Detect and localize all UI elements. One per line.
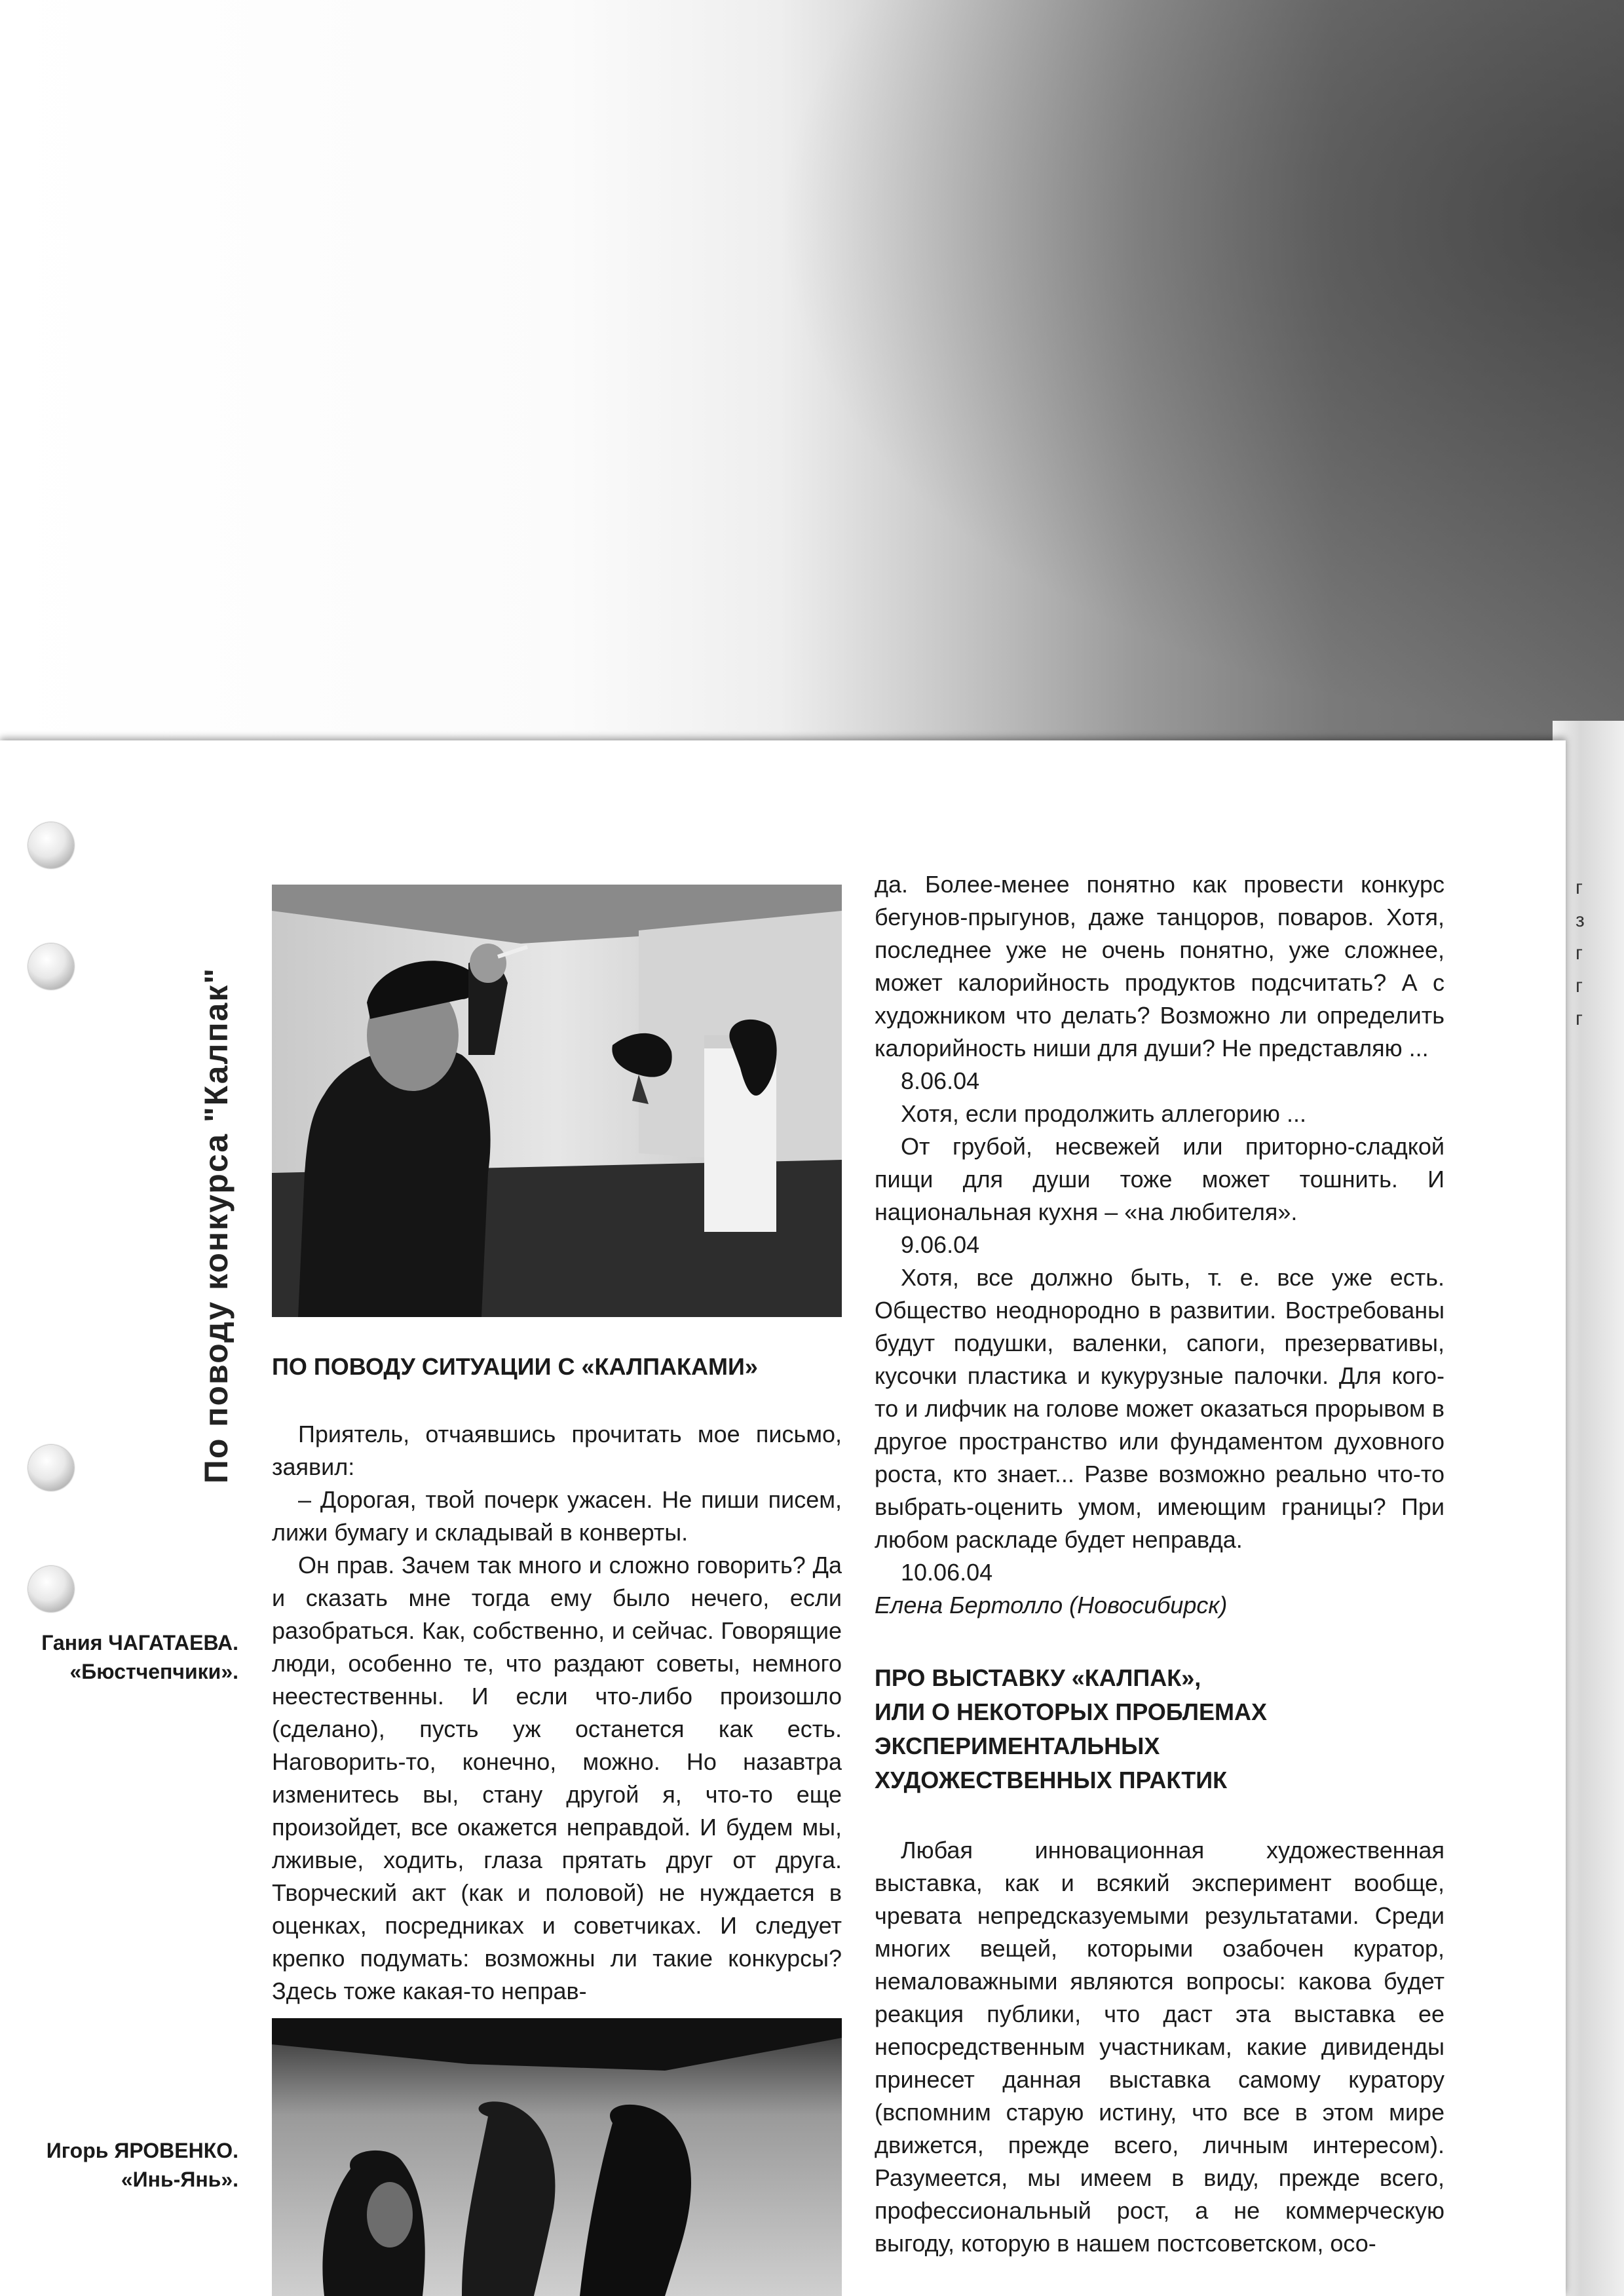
date-line: 9.06.04 (901, 1231, 980, 1258)
caption-chagataeva (41, 1628, 238, 1686)
next-page-margin-letters: г з г г г (1576, 877, 1585, 1029)
article1-paragraph: Он прав. Зачем так много и сложно говорить? Да и сказать мне тогда ему было нечего, если разобраться. Как, собственно, и сейчас. Говорящие люди, особенно те, что раздают советы, немного неестественны. И если что-либо произошло (сделано), пусть уж останется как есть. Наговорить-то, конечно, можно. Но назавтра изменитесь вы, стану другой я, что-то еще произойдет, все окажется неправдой. И будем мы, лживые, ходить, глаза прятать друг от друга. Творческий акт (как и половой) не нуждается в оценках, посредниках и советчиках. И следует крепко подумать: возможны ли такие конкурсы? Здесь тоже какая-то неправ- (272, 1552, 842, 2004)
caption-author: Игорь ЯРОВЕНКО. (46, 2139, 238, 2162)
vertical-rubric-text: По поводу конкурса "Калпак" (198, 966, 235, 1484)
date-line: 10.06.04 (901, 1559, 993, 1586)
caption-work: «Бюстчепчики». (69, 1660, 238, 1683)
article1-left-column (272, 1350, 842, 2008)
vertical-rubric (197, 871, 236, 1579)
article2-heading-line: ЭКСПЕРИМЕНТАЛЬНЫХ (875, 1732, 1160, 1759)
date-line: 8.06.04 (901, 1067, 980, 1094)
article1-paragraph: – Дорогая, твой почерк ужасен. Не пиши писем, лижи бумагу и складывай в конверты. (272, 1486, 842, 1546)
scanner-shadow (773, 0, 1624, 734)
binder-hole-4 (28, 1566, 74, 1612)
article1-paragraph: От грубой, несвежей или приторно-сладкой пищи для души тоже может тошнить. И национальная кухня – «на любителя». (875, 1133, 1445, 1225)
photo-2-art (272, 2018, 842, 2296)
exhibition-photo-1 (272, 885, 842, 1317)
binder-hole-3 (28, 1445, 74, 1491)
caption-work: «Инь-Янь». (121, 2168, 238, 2191)
article1-right-column (875, 868, 1445, 2260)
article2-paragraph: Любая инновационная художественная выставка, как и всякий эксперимент вообще, чревата непредсказуемыми результатами. Среди многих вещей, которыми озабочен куратор, немаловажными являются вопросы: какова будет реакция публики, что даст эта выставка ее непосредственным участникам, какие дивиденды принесет данная выставка самому куратору (вспомним старую истину, что все в этом мире движется, прежде всего, личным интересом). Разумеется, мы имеем в виду, прежде всего, профессиональный рост, а не коммерческую выгоду, которую в нашем постсоветском, осо- (875, 1837, 1445, 2257)
binder-hole-1 (28, 822, 74, 868)
article1-paragraph: Приятель, отчаявшись прочитать мое письмо, заявил: (272, 1421, 842, 1480)
article2-heading-line: ПРО ВЫСТАВКУ «КАЛПАК», (875, 1664, 1201, 1691)
article1-heading: ПО ПОВОДУ СИТУАЦИИ С «КАЛПАКАМИ» (272, 1353, 758, 1380)
article1-paragraph: да. Более-менее понятно как провести конкурс бегунов-прыгунов, даже танцоров, поваров. Хотя, последнее уже не очень понятно, уже сложнее, может калорийность продуктов подсчитать? А с художником что делать? Возможно ли определить калорийность ниши для души? Не представляю ... (875, 871, 1445, 1062)
binder-hole-2 (28, 944, 74, 989)
article2-heading-line: ИЛИ О НЕКОТОРЫХ ПРОБЛЕМАХ (875, 1698, 1268, 1725)
caption-author: Гания ЧАГАТАЕВА. (41, 1631, 238, 1655)
article1-paragraph: Хотя, все должно быть, т. е. все уже есть. Общество неоднородно в развитии. Востребованы будут подушки, валенки, сапоги, презервативы, кусочки пластика и кукурузные палочки. Для кого-то и лифчик на голове может оказаться прорывом в другое пространство или фундаментом духовного роста, кто знает... Разве возможно реально что-то выбрать-оценить умом, имеющим границы? При любом раскладе будет неправда. (875, 1264, 1445, 1553)
photo-1-art (272, 885, 842, 1317)
caption-yarovenko (47, 2136, 238, 2194)
article1-signature: Елена Бертолло (Новосибирск) (875, 1592, 1228, 1618)
article1-paragraph: Хотя, если продолжить аллегорию ... (901, 1100, 1306, 1127)
article2-heading-line: ХУДОЖЕСТВЕННЫХ ПРАКТИК (875, 1767, 1228, 1793)
exhibition-photo-2 (272, 2018, 842, 2296)
